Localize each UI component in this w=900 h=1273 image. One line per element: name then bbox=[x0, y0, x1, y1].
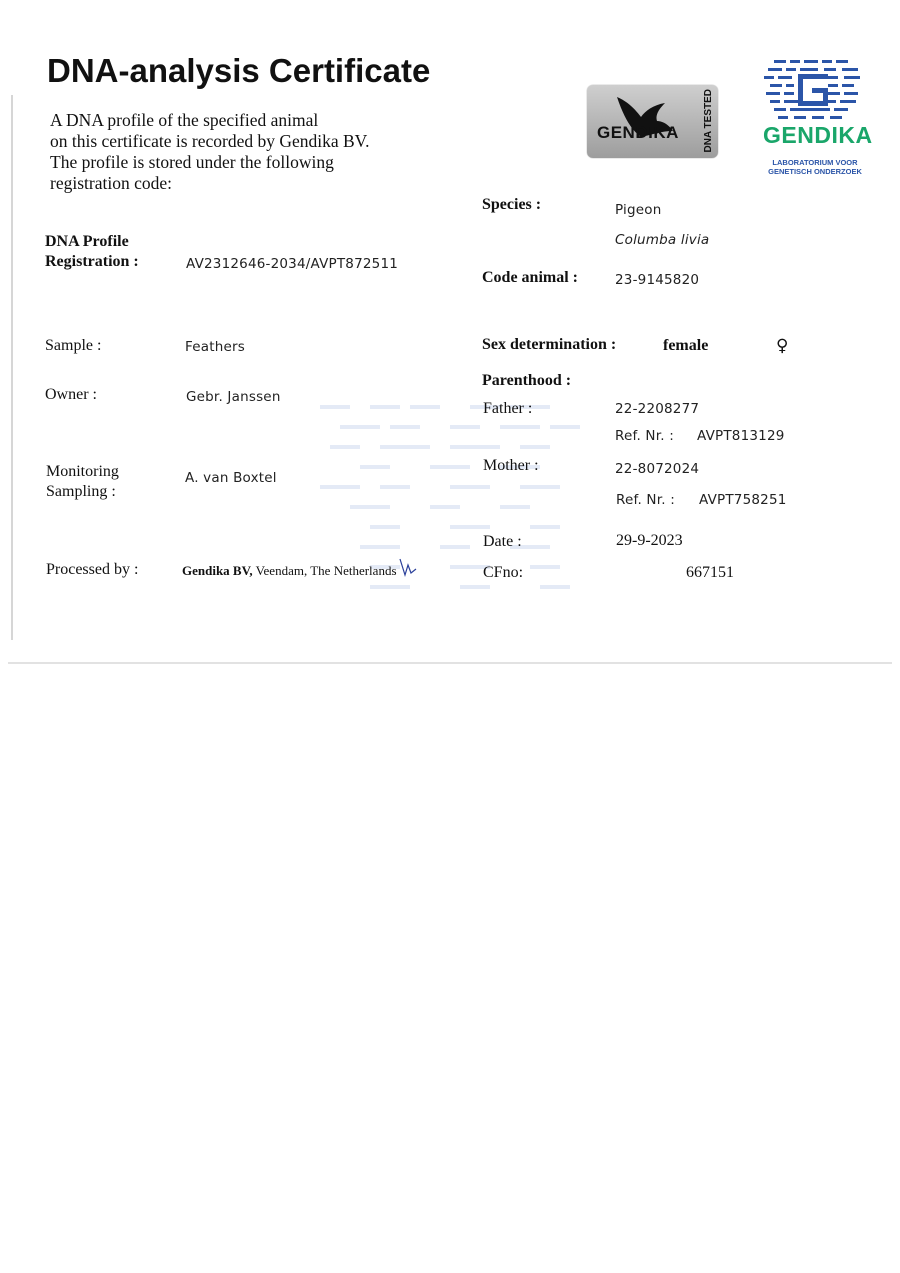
monitoring-label-1: Monitoring bbox=[46, 463, 119, 480]
processed-location: Veendam, The Netherlands bbox=[252, 563, 397, 578]
intro-line-1: A DNA profile of the specified animal bbox=[50, 110, 319, 130]
date-value: 29-9-2023 bbox=[616, 532, 683, 549]
sheet-edge bbox=[11, 95, 13, 640]
cfno-label: CFno: bbox=[483, 564, 524, 581]
brand-subtitle bbox=[755, 158, 875, 176]
mother-ref-label: Ref. Nr. : bbox=[616, 492, 675, 508]
species-value: Pigeon bbox=[615, 202, 662, 218]
intro-line-3: The profile is stored under the following bbox=[50, 152, 334, 172]
signature-mark bbox=[398, 553, 420, 579]
sheet-bottom-edge bbox=[8, 662, 892, 664]
owner-label: Owner : bbox=[45, 386, 97, 403]
mother-value: 22-8072024 bbox=[615, 461, 700, 477]
owner-value: Gebr. Janssen bbox=[186, 389, 281, 405]
sex-determination-label: Sex determination : bbox=[482, 336, 617, 353]
registration-label-1: DNA Profile bbox=[45, 233, 129, 250]
code-animal-value: 23-9145820 bbox=[615, 272, 700, 288]
monitoring-label-2: Sampling : bbox=[46, 483, 116, 500]
father-label: Father : bbox=[483, 400, 533, 417]
sex-value: female bbox=[663, 337, 709, 354]
gendika-logo-icon bbox=[764, 58, 864, 122]
female-symbol-icon: ♀ bbox=[776, 336, 789, 356]
code-animal-label: Code animal : bbox=[482, 269, 578, 286]
intro-text bbox=[50, 110, 450, 194]
father-ref-label: Ref. Nr. : bbox=[615, 428, 674, 444]
father-ref-value: AVPT813129 bbox=[697, 428, 785, 444]
parenthood-label: Parenthood : bbox=[482, 372, 572, 389]
mother-label: Mother : bbox=[483, 457, 539, 474]
sample-value: Feathers bbox=[185, 339, 245, 355]
processed-value bbox=[182, 563, 397, 579]
species-latin: Columba livia bbox=[615, 232, 710, 248]
processed-label: Processed by : bbox=[46, 561, 139, 578]
brand-subtitle-line-1: LABORATORIUM VOOR bbox=[772, 158, 858, 167]
registration-label-2: Registration : bbox=[45, 253, 139, 270]
mother-ref-value: AVPT758251 bbox=[699, 492, 787, 508]
badge-vertical-text: DNA TESTED bbox=[703, 89, 714, 153]
date-label: Date : bbox=[483, 533, 522, 550]
father-value: 22-2208277 bbox=[615, 401, 700, 417]
cfno-value: 667151 bbox=[686, 564, 734, 581]
certificate-title: DNA-analysis Certificate bbox=[47, 52, 431, 89]
intro-line-4: registration code: bbox=[50, 173, 172, 193]
intro-line-2: on this certificate is recorded by Gendika BV. bbox=[50, 131, 370, 151]
sample-label: Sample : bbox=[45, 337, 102, 354]
registration-value: AV2312646-2034/AVPT872511 bbox=[186, 256, 399, 272]
dna-tested-badge bbox=[587, 85, 718, 158]
brand-name: GENDIKA bbox=[763, 122, 873, 148]
processed-company: Gendika BV, bbox=[182, 563, 253, 578]
species-label: Species : bbox=[482, 196, 542, 213]
monitoring-value: A. van Boxtel bbox=[185, 470, 277, 486]
brand-subtitle-line-2: GENETISCH ONDERZOEK bbox=[768, 167, 862, 176]
badge-text: GENDIKA bbox=[597, 123, 679, 142]
